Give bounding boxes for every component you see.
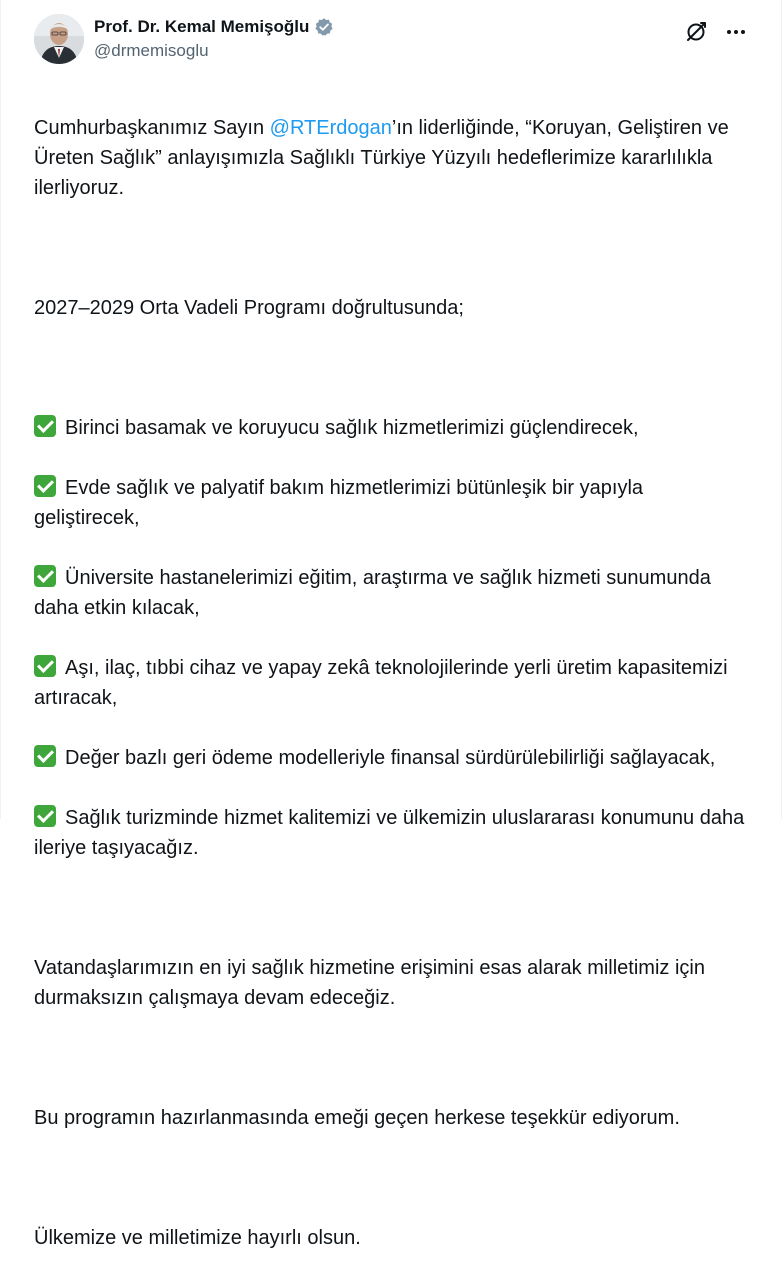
check-mark-icon	[34, 475, 56, 497]
check-mark-icon	[34, 745, 56, 767]
avatar[interactable]	[34, 14, 84, 64]
mention-link[interactable]: @RTErdogan	[269, 117, 392, 139]
tweet-text	[34, 83, 750, 1283]
bullet-text: Üniversite hastanelerimizi eğitim, araştırma ve sağlık hizmeti sunumunda daha etkin kılacak,	[34, 567, 711, 619]
author-handle[interactable]: @drmemisoglu	[94, 41, 209, 60]
bullet-item	[34, 653, 750, 713]
bullet-text: Değer bazlı geri ödeme modelleriyle finansal sürdürülebilirliği sağlayacak,	[65, 747, 716, 769]
intro-paragraph	[34, 113, 750, 203]
bullet-text: Evde sağlık ve palyatif bakım hizmetlerimizi bütünleşik bir yapıyla geliştirecek,	[34, 477, 644, 529]
bullet-text: Sağlık turizminde hizmet kalitemizi ve ülkemizin uluslararası konumunu daha ileriye taşıyacağız.	[34, 807, 745, 859]
intro-after-mention: ’ın liderliğinde, “Koruyan, Geliştiren ve Üreten Sağlık” anlayışımızla Sağlıklı Türkiye Yüzyılı hedeflerimize kararlılıkla ilerliyoruz.	[34, 117, 729, 199]
program-line: 2027–2029 Orta Vadeli Programı doğrultusunda;	[34, 297, 464, 319]
verified-badge-icon[interactable]	[314, 17, 334, 37]
bullet-text: Aşı, ilaç, tıbbi cihaz ve yapay zekâ teknolojilerinde yerli üretim kapasitemizi artıracak,	[34, 657, 728, 709]
bullet-item	[34, 473, 750, 533]
closing-paragraph: Ülkemize ve milletimize hayırlı olsun.	[34, 1227, 361, 1249]
bullet-item	[34, 413, 750, 443]
check-mark-icon	[34, 415, 56, 437]
check-mark-icon	[34, 805, 56, 827]
more-horizontal-icon[interactable]	[722, 18, 750, 46]
profile-photo-icon	[34, 14, 84, 64]
author-display-name[interactable]: Prof. Dr. Kemal Memişoğlu	[94, 17, 310, 36]
name-row	[94, 16, 334, 38]
bullet-item	[34, 563, 750, 623]
check-mark-icon	[34, 565, 56, 587]
bullet-text: Birinci basamak ve koruyucu sağlık hizmetlerimizi güçlendirecek,	[65, 417, 639, 439]
bullet-item	[34, 803, 750, 863]
header-actions	[670, 18, 750, 46]
tweet-header	[34, 14, 750, 70]
bullet-item	[34, 743, 750, 773]
grok-icon[interactable]	[682, 18, 710, 46]
intro-before-mention: Cumhurbaşkanımız Sayın	[34, 117, 270, 139]
check-mark-icon	[34, 655, 56, 677]
citizens-paragraph: Vatandaşlarımızın en iyi sağlık hizmetine erişimini esas alarak milletimiz için durmaksızın çalışmaya devam edeceğiz.	[34, 957, 705, 1009]
author-info	[94, 16, 334, 61]
thanks-paragraph: Bu programın hazırlanmasında emeği geçen herkese teşekkür ediyorum.	[34, 1107, 680, 1129]
